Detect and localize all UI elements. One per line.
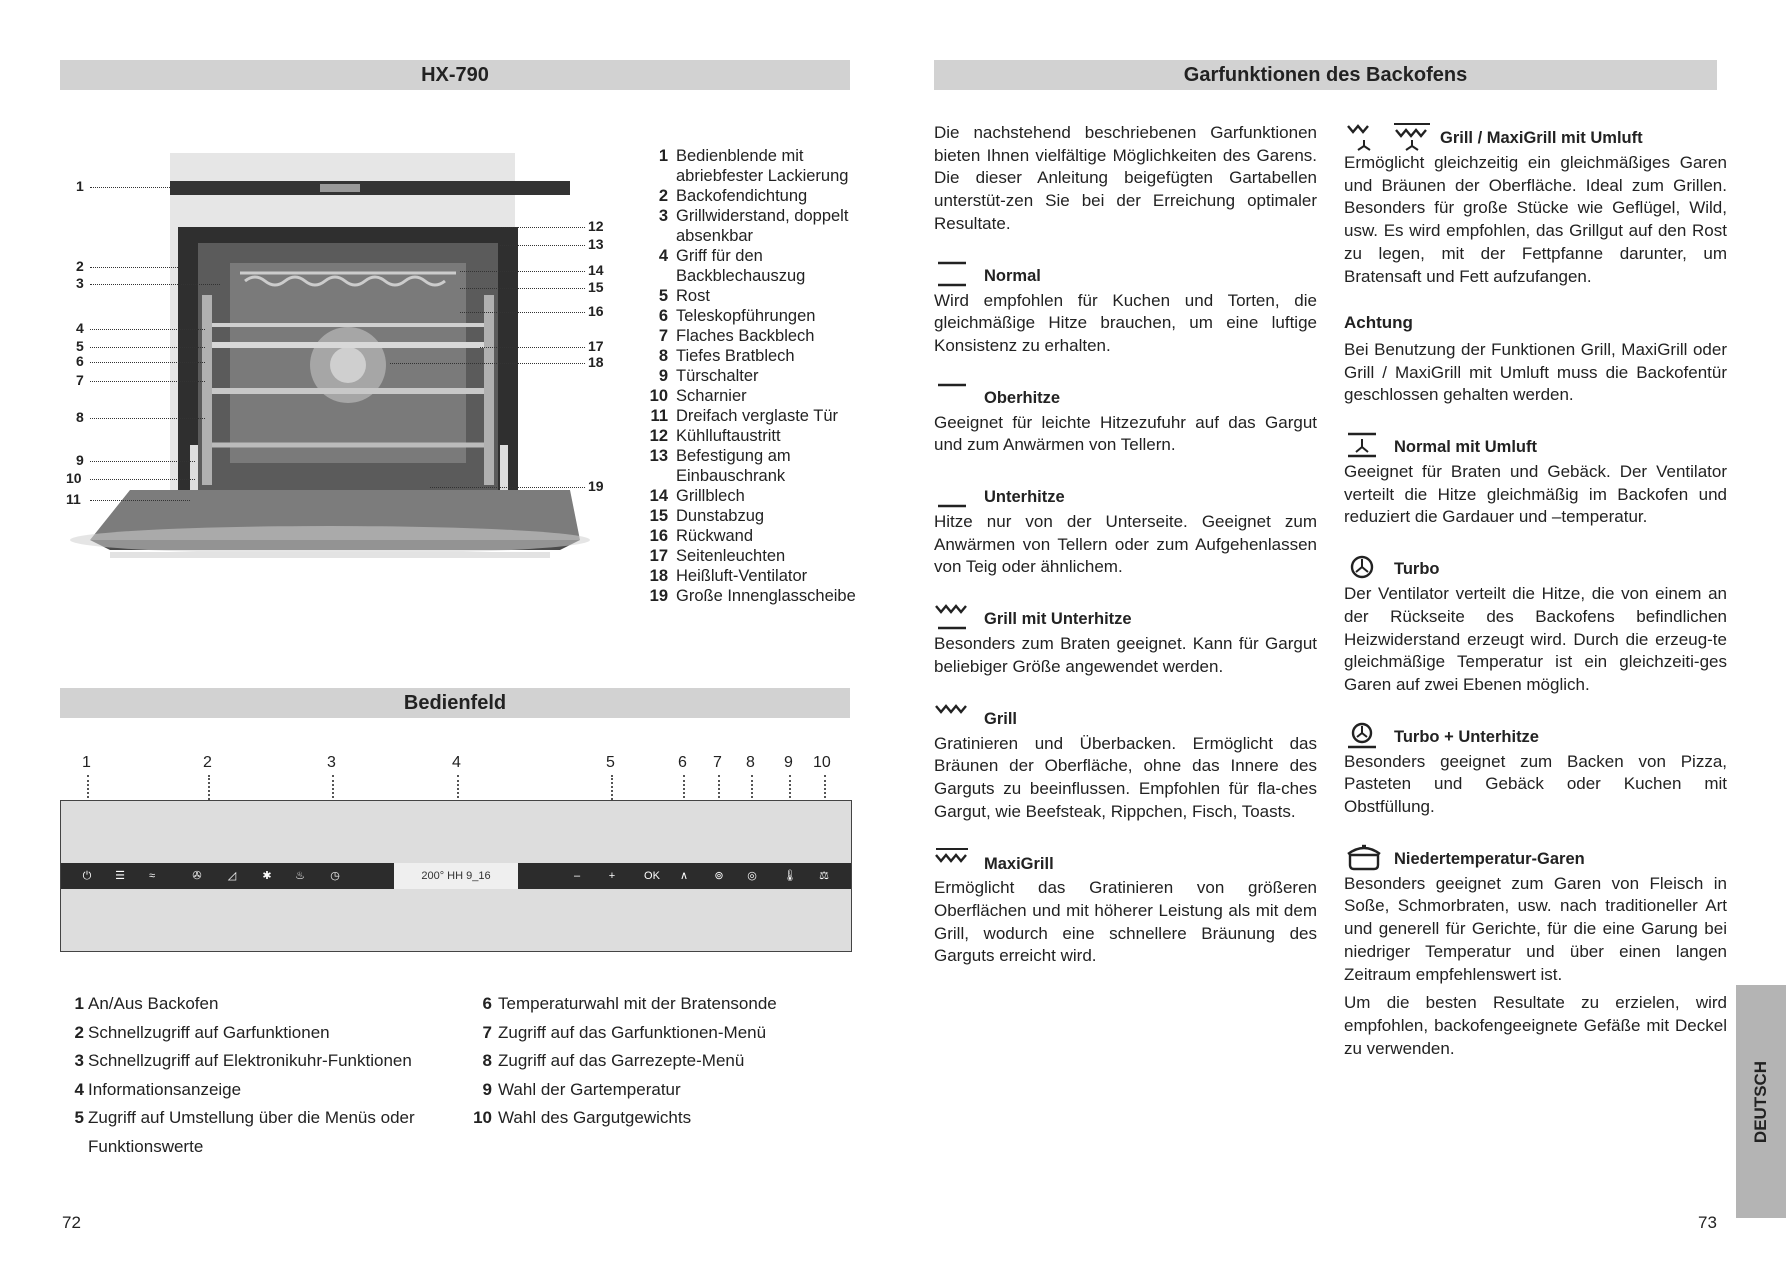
panel-num-7: 7 bbox=[713, 754, 722, 771]
function-section bbox=[934, 603, 1317, 678]
legend-label: Zugriff auf das Garfunktionen-Menü bbox=[498, 1022, 767, 1042]
weight-button[interactable]: ⚖︎ bbox=[819, 870, 829, 882]
function-section bbox=[934, 481, 1317, 579]
leader-13 bbox=[500, 245, 585, 246]
leader-9 bbox=[90, 461, 195, 462]
panel-num-5: 5 bbox=[606, 754, 615, 771]
part-item bbox=[646, 566, 886, 586]
part-number: 16 bbox=[649, 527, 668, 545]
function-title: Turbo + Unterhitze bbox=[1394, 727, 1539, 746]
panel-legend-b bbox=[468, 990, 858, 1133]
achtung-section bbox=[1344, 312, 1727, 407]
page-number-left: 72 bbox=[62, 1213, 81, 1232]
part-label: Tiefes Bratblech bbox=[676, 347, 795, 365]
function-menu-button[interactable]: ⊚ bbox=[714, 870, 724, 882]
function-text: Geeignet für leichte Hitzezufuhr auf das Gargut und zum Anwärmen von Tellern. bbox=[934, 412, 1317, 455]
function-text: Ermöglicht das Gratinieren von größeren Oberflächen und mit höherer Leistung als mit dem Grill, wodurch eine schnellere Bräunung des Garguts erreicht wird. bbox=[934, 878, 1317, 966]
oven-callout-6: 6 bbox=[76, 353, 84, 369]
power-icon[interactable]: ⏻ bbox=[82, 870, 92, 882]
part-number: 13 bbox=[649, 447, 668, 465]
part-number: 12 bbox=[649, 427, 668, 445]
oven-callout-8: 8 bbox=[76, 409, 84, 425]
panel-legend-a bbox=[70, 990, 460, 1161]
part-label: Flaches Backblech bbox=[676, 327, 815, 345]
panel-legend-item bbox=[468, 1047, 858, 1076]
function-section bbox=[934, 703, 1317, 824]
defrost-function-icon[interactable]: ✱ bbox=[262, 870, 272, 882]
bottom-heat-icon bbox=[934, 481, 970, 509]
oven-callout-1: 1 bbox=[76, 178, 84, 194]
panel-title-bar bbox=[60, 688, 850, 718]
part-label: Seitenleuchten bbox=[676, 547, 786, 565]
legend-number: 4 bbox=[74, 1079, 84, 1099]
grill-maxigrill-fan-text: Ermöglicht gleichzeitig ein gleichmäßiges Garen und Bräunen der Oberfläche. Ideal zum Grillen. Besonders für große Stücke wie Geflügel, Wild, usw. Es wird empfohlen, das Grillgut auf den Rost zu legen, mit der Fettpfanne darunter, um Bratensaft und Fett aufzufangen. bbox=[1344, 153, 1727, 286]
part-item bbox=[646, 426, 886, 446]
plus-button[interactable]: + bbox=[608, 870, 616, 882]
function-text: Hitze nur von der Unterseite. Geeignet zum Anwärmen von Tellern oder zum Aufgehenlassen von Teig oder ähnlichem. bbox=[934, 512, 1317, 577]
part-item bbox=[646, 486, 886, 506]
part-number: 6 bbox=[658, 307, 668, 325]
part-label: Rost bbox=[676, 287, 710, 305]
oven-callout-9: 9 bbox=[76, 452, 84, 468]
control-strip bbox=[61, 863, 851, 889]
part-label: Türschalter bbox=[676, 367, 759, 385]
part-item bbox=[646, 286, 886, 306]
legend-number: 8 bbox=[482, 1051, 492, 1070]
probe-temp-button[interactable]: ∧ bbox=[679, 870, 689, 882]
part-label: Dreifach verglaste Tür bbox=[676, 407, 839, 425]
legend-label: An/Aus Backofen bbox=[88, 994, 219, 1013]
function-text: Der Ventilator verteilt die Hitze, die von einem an der Rückseite des Backofens befindlichen Heizwiderstand erzeugt wird. Durch die erzeug-te gleichmäßige Temperatur ist ein gleichzeiti-ges Garen auf zwei Ebenen möglich. bbox=[1344, 584, 1727, 694]
part-item bbox=[646, 586, 886, 606]
oven-callout-2: 2 bbox=[76, 258, 84, 274]
oven-callout-3: 3 bbox=[76, 275, 84, 291]
function-text: Besonders zum Braten geeignet. Kann für Gargut beliebiger Größe angewendet werden. bbox=[934, 634, 1317, 676]
part-item bbox=[646, 206, 886, 246]
function-text: Gratinieren und Überbacken. Ermöglicht das Bräunen der Oberfläche, ohne das Innere des Garguts zu beeinflussen. Empfohlen für fla-ches Gargut, wie Beefsteak, Rippchen, Fisch, Toasts. bbox=[934, 733, 1317, 821]
part-label: Rückwand bbox=[676, 527, 754, 545]
panel-legend-item bbox=[468, 1019, 858, 1048]
function-section bbox=[934, 382, 1317, 457]
panel-legend-item bbox=[70, 990, 460, 1019]
function-title: Turbo bbox=[1394, 560, 1440, 579]
leader-19 bbox=[430, 487, 585, 488]
leader-2 bbox=[90, 267, 180, 268]
function-section bbox=[934, 847, 1317, 968]
function-title: Normal mit Umluft bbox=[1394, 438, 1538, 457]
function-section bbox=[934, 260, 1317, 358]
grill-bottom-heat-icon bbox=[934, 603, 970, 631]
maxigrill-fan-icon bbox=[1392, 122, 1432, 150]
oven-callout-19: 19 bbox=[588, 478, 604, 494]
model-title-bar bbox=[60, 60, 850, 90]
function-text: Besonders geeignet zum Backen von Pizza, Pasteten und Gebäck oder Kuchen mit Obstfüllung. bbox=[1344, 751, 1727, 817]
panel-num-9: 9 bbox=[784, 754, 793, 771]
function-title: Normal bbox=[984, 266, 1041, 285]
pizza-function-icon[interactable]: ◿ bbox=[227, 870, 237, 882]
function-text: Besonders geeignet zum Garen von Fleisch in Soße, Schmorbraten, usw. nach traditioneller Art und generell für Gerichte, für die eine Garung bei niedriger Temperatur und über einen langen Zeitraum empfehlenswert ist. bbox=[1344, 873, 1727, 984]
info-display: 200° HH 9_16 bbox=[394, 863, 518, 889]
part-item bbox=[646, 506, 886, 526]
normal-icon bbox=[934, 260, 970, 288]
function-grill-maxigrill-fan bbox=[1344, 122, 1727, 288]
control-panel bbox=[60, 800, 852, 952]
function-section bbox=[1344, 431, 1727, 529]
legend-number: 7 bbox=[482, 1022, 492, 1042]
closing-text: Um die besten Resultate zu erzielen, wird empfohlen, backofengeeignete Gefäße mit Deckel zu verwenden. bbox=[1344, 993, 1727, 1058]
legend-label: Zugriff auf Umstellung über die Menüs oder Funktionswerte bbox=[88, 1108, 415, 1156]
part-number: 18 bbox=[649, 567, 668, 585]
panel-legend-item bbox=[70, 1104, 460, 1161]
panel-num-6: 6 bbox=[678, 754, 687, 771]
panel-legend-item bbox=[468, 990, 858, 1019]
leader-18 bbox=[390, 363, 585, 364]
legend-label: Temperaturwahl mit der Bratensonde bbox=[498, 994, 777, 1013]
functions-title: Garfunktionen des Backofens bbox=[1183, 64, 1468, 86]
part-number: 7 bbox=[658, 327, 668, 345]
functions-column-1 bbox=[934, 122, 1317, 968]
temperature-button[interactable]: 🌡︎ bbox=[783, 870, 797, 882]
part-item bbox=[646, 346, 886, 366]
minus-button[interactable]: – bbox=[573, 870, 581, 882]
oven-display-window bbox=[320, 184, 360, 192]
leader-12 bbox=[500, 227, 585, 228]
panel-legend-item bbox=[70, 1047, 460, 1076]
functions-title-bar bbox=[934, 60, 1717, 90]
part-number: 15 bbox=[649, 507, 668, 525]
panel-num-3: 3 bbox=[327, 754, 336, 771]
part-number: 17 bbox=[649, 547, 668, 565]
turbo-bottom-icon bbox=[1344, 721, 1380, 749]
leader-10 bbox=[90, 479, 195, 480]
turbo-icon bbox=[1344, 553, 1380, 581]
function-title: Unterhitze bbox=[984, 488, 1065, 507]
part-item bbox=[646, 146, 886, 186]
function-text: Wird empfohlen für Kuchen und Torten, die gleichmäßige Hitze brauchen, um eine luftige Konsistenz zu erhalten. bbox=[934, 290, 1317, 355]
part-label: Backofendichtung bbox=[676, 187, 808, 205]
panel-legend-item bbox=[468, 1104, 858, 1133]
part-label: Griff für den Backblechauszug bbox=[676, 247, 806, 285]
legend-number: 6 bbox=[482, 994, 492, 1013]
legend-number: 10 bbox=[473, 1108, 492, 1127]
legend-number: 1 bbox=[74, 994, 84, 1013]
right-page bbox=[893, 0, 1786, 1278]
oven-callout-15: 15 bbox=[588, 279, 604, 295]
legend-label: Schnellzugriff auf Garfunktionen bbox=[88, 1022, 330, 1042]
part-number: 19 bbox=[649, 587, 668, 605]
function-section bbox=[1344, 553, 1727, 697]
part-label: Teleskopführungen bbox=[676, 307, 816, 325]
achtung-text: Bei Benutzung der Funktionen Grill, MaxiGrill oder Grill / MaxiGrill mit Umluft muss die Backofentür geschlossen gehalten werden. bbox=[1344, 339, 1727, 405]
function-title: Grill bbox=[984, 709, 1018, 728]
functions-column-2 bbox=[1344, 122, 1727, 1060]
function-section bbox=[1344, 721, 1727, 819]
part-number: 5 bbox=[658, 287, 668, 305]
part-number: 11 bbox=[650, 407, 668, 425]
function-title: Grill mit Unterhitze bbox=[984, 610, 1132, 629]
intro-text: Die nachstehend beschriebenen Garfunktionen bieten Ihnen vielfältige Möglichkeiten des Garens. Die dieser Anleitung beigefügten Gartabellen unterstüt-zen Sie bei der Erreichung optimaler Resultate. bbox=[934, 123, 1317, 233]
oven-drawing bbox=[60, 145, 640, 585]
leader-1 bbox=[90, 187, 170, 188]
oven-callout-16: 16 bbox=[588, 303, 604, 319]
leader-16 bbox=[460, 312, 585, 313]
part-item bbox=[646, 526, 886, 546]
achtung-title: Achtung bbox=[1344, 313, 1413, 333]
legend-label: Informationsanzeige bbox=[88, 1079, 242, 1099]
legend-number: 2 bbox=[74, 1022, 84, 1042]
oven-illustration bbox=[60, 145, 640, 585]
leader-3 bbox=[90, 284, 220, 285]
part-label: Dunstabzug bbox=[676, 507, 765, 525]
legend-number: 9 bbox=[482, 1079, 492, 1099]
part-label: Große Innenglasscheibe bbox=[676, 587, 856, 605]
low-temp-icon bbox=[1344, 843, 1380, 871]
oven-parts-list bbox=[646, 146, 886, 606]
leader-6 bbox=[90, 362, 205, 363]
top-heat-icon bbox=[934, 382, 970, 410]
fan-normal-icon bbox=[1344, 431, 1380, 459]
part-label: Befestigung am Einbauschrank bbox=[676, 447, 791, 485]
part-number: 9 bbox=[658, 367, 668, 385]
oven-callout-12: 12 bbox=[588, 218, 604, 234]
oven-callout-18: 18 bbox=[588, 354, 604, 370]
part-item bbox=[646, 326, 886, 346]
grill-icon bbox=[934, 703, 970, 731]
language-tab-label: DEUTSCH bbox=[1751, 1060, 1770, 1143]
oven-control-strip bbox=[170, 181, 570, 195]
part-item bbox=[646, 366, 886, 386]
legend-number: 5 bbox=[74, 1108, 84, 1127]
language-tab bbox=[1736, 985, 1786, 1218]
part-number: 3 bbox=[658, 207, 668, 225]
panel-num-1: 1 bbox=[82, 754, 91, 771]
part-number: 2 bbox=[658, 187, 668, 205]
part-number: 14 bbox=[649, 487, 668, 505]
part-item bbox=[646, 246, 886, 286]
panel-title: Bedienfeld bbox=[403, 692, 507, 714]
oven-callout-10: 10 bbox=[66, 470, 82, 486]
panel-legend-item bbox=[70, 1076, 460, 1105]
leader-15 bbox=[460, 288, 585, 289]
oven-callout-14: 14 bbox=[588, 262, 604, 278]
part-item bbox=[646, 306, 886, 326]
oven-callout-7: 7 bbox=[76, 372, 84, 388]
leader-17 bbox=[480, 347, 585, 348]
low-temp-function-icon[interactable]: ♨ bbox=[295, 870, 305, 882]
oven-callout-5: 5 bbox=[76, 338, 84, 354]
function-title: Niedertemperatur-Garen bbox=[1394, 850, 1585, 869]
legend-label: Schnellzugriff auf Elektronikuhr-Funktionen bbox=[88, 1051, 412, 1070]
leader-11 bbox=[90, 500, 190, 501]
maxigrill-icon bbox=[934, 847, 970, 875]
part-label: Scharnier bbox=[676, 387, 747, 405]
part-number: 4 bbox=[658, 247, 668, 265]
function-section bbox=[1344, 843, 1727, 987]
legend-label: Wahl des Gargutgewichts bbox=[498, 1108, 692, 1127]
grill-function-icon[interactable]: ≈ bbox=[148, 870, 156, 882]
page-number-right: 73 bbox=[1698, 1213, 1717, 1232]
panel-legend-item bbox=[468, 1076, 858, 1105]
oven-callout-13: 13 bbox=[588, 236, 604, 252]
panel-num-4: 4 bbox=[452, 754, 461, 771]
part-number: 10 bbox=[649, 387, 668, 405]
ok-button[interactable]: OK bbox=[644, 870, 660, 882]
part-label: Kühlluftaustritt bbox=[676, 427, 781, 445]
oven-callout-4: 4 bbox=[76, 320, 84, 336]
part-item bbox=[646, 406, 886, 426]
grill-maxigrill-fan-title: Grill / MaxiGrill mit Umluft bbox=[1440, 129, 1643, 148]
clock-icon[interactable]: ◷ bbox=[330, 870, 340, 882]
function-title: Oberhitze bbox=[984, 388, 1061, 407]
panel-num-2: 2 bbox=[203, 754, 212, 771]
normal-function-icon[interactable]: ☰ bbox=[115, 870, 125, 882]
oven-callout-17: 17 bbox=[588, 338, 604, 354]
part-item bbox=[646, 546, 886, 566]
leader-7 bbox=[90, 381, 205, 382]
part-item bbox=[646, 446, 886, 486]
leader-5 bbox=[90, 347, 205, 348]
panel-legend-item bbox=[70, 1019, 460, 1048]
oven-hinge-right bbox=[500, 445, 508, 490]
legend-label: Wahl der Gartemperatur bbox=[498, 1079, 681, 1099]
part-item bbox=[646, 186, 886, 206]
function-text: Geeignet für Braten und Gebäck. Der Ventilator verteilt die Hitze gleichmäßig im Backofen und reduziert die Gardauer und –temperatur. bbox=[1344, 462, 1727, 527]
leader-8 bbox=[90, 418, 205, 419]
panel-num-8: 8 bbox=[746, 754, 755, 771]
legend-label: Zugriff auf das Garrezepte-Menü bbox=[498, 1051, 745, 1070]
model-title: HX-790 bbox=[421, 64, 489, 86]
part-item bbox=[646, 386, 886, 406]
legend-number: 3 bbox=[74, 1051, 84, 1070]
oven-callout-11: 11 bbox=[66, 491, 81, 507]
part-label: Bedienblende mit abriebfester Lackierung bbox=[676, 147, 849, 185]
panel-num-10: 10 bbox=[813, 754, 831, 771]
oven-hinge-left bbox=[190, 445, 198, 490]
leader-4 bbox=[90, 329, 205, 330]
part-number: 8 bbox=[658, 347, 668, 365]
part-number: 1 bbox=[658, 147, 668, 165]
function-title: MaxiGrill bbox=[984, 854, 1054, 873]
part-label: Grillwiderstand, doppelt absenkbar bbox=[676, 207, 849, 245]
leader-14 bbox=[460, 271, 585, 272]
fan-function-icon[interactable]: ✇ bbox=[192, 870, 202, 882]
part-label: Heißluft-Ventilator bbox=[676, 567, 808, 585]
grill-fan-icon bbox=[1344, 122, 1384, 150]
part-label: Grillblech bbox=[676, 487, 745, 505]
recipe-menu-button[interactable]: ◎ bbox=[747, 870, 757, 882]
